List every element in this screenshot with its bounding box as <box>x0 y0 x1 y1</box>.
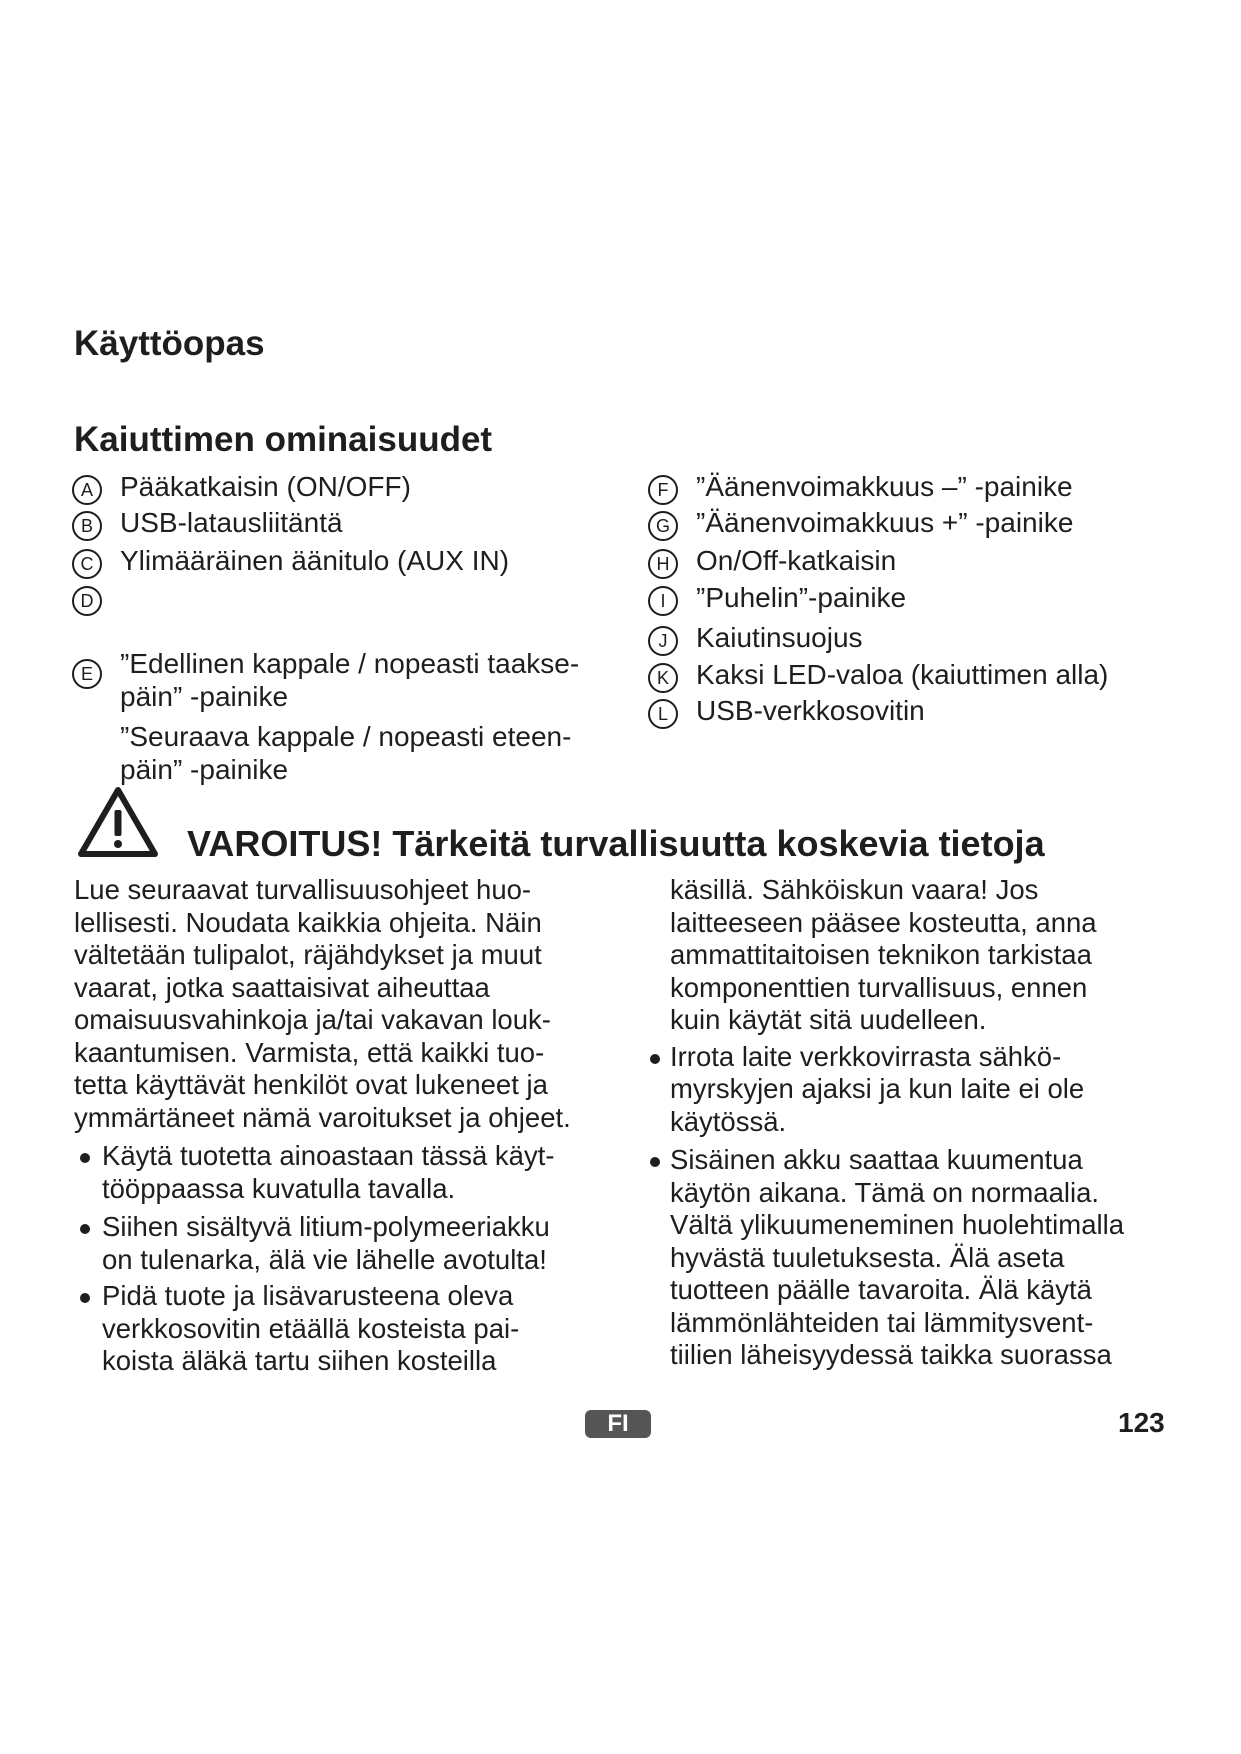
feature-text: USB-verkkosovitin <box>696 695 925 726</box>
feature-item <box>648 658 1208 694</box>
feature-item <box>648 506 1208 544</box>
feature-item <box>72 506 612 544</box>
feature-text: ”Äänenvoimakkuus –” -painike <box>696 471 1073 502</box>
warning-triangle-icon <box>76 784 160 860</box>
feature-text: Ylimääräinen äänitulo (AUX IN) <box>120 545 510 576</box>
features-title: Kaiuttimen ominaisuudet <box>74 420 493 459</box>
language-badge: FI <box>585 1410 651 1438</box>
warning-continuation: käsillä. Sähköiskun vaara! Jos laitteeseen pääsee kosteutta, anna ammattitaitoisen teknikon tarkistaa komponenttien turvallisuus, ennen kuin käytät sitä uudelleen. <box>670 874 1097 1035</box>
letter-marker-icon: C <box>72 549 102 579</box>
warning-bullet: Irrota laite verkkovirrasta sähkö- myrskyjen ajaksi ja kun laite ei ole käytössä. <box>644 1041 1184 1139</box>
letter-marker-icon: B <box>72 511 102 541</box>
feature-text: Pääkatkaisin (ON/OFF) <box>120 471 411 502</box>
page-title: Käyttöopas <box>74 324 265 363</box>
feature-text: On/Off-katkaisin <box>696 545 897 576</box>
feature-item <box>648 544 1208 581</box>
warning-column-left <box>74 874 634 1378</box>
letter-marker-icon: G <box>648 511 678 541</box>
letter-marker-icon: K <box>648 663 678 693</box>
feature-item <box>72 581 612 712</box>
feature-text: ”Puhelin”-painike <box>696 582 907 613</box>
letter-marker-icon: F <box>648 475 678 505</box>
feature-item <box>72 544 612 581</box>
warning-column-right <box>644 874 1184 1372</box>
letter-marker-icon: J <box>648 626 678 656</box>
feature-item <box>648 581 1208 621</box>
warning-bullet: Käytä tuotetta ainoastaan tässä käyt- tööppaassa kuvatulla tavalla. <box>74 1140 634 1205</box>
feature-item <box>72 470 612 506</box>
letter-marker-icon: E <box>72 659 102 689</box>
feature-text: ”Äänenvoimakkuus +” -painike <box>696 507 1074 538</box>
feature-item <box>72 654 612 786</box>
feature-text: ”Edellinen kappale / nopeasti taakse- päin” -painike <box>120 648 580 712</box>
feature-item <box>648 694 1208 727</box>
letter-marker-icon: I <box>648 586 678 616</box>
page-number: 123 <box>1118 1407 1165 1438</box>
features-list-right <box>648 470 1208 727</box>
letter-marker-icon: D <box>72 586 102 616</box>
letter-marker-icon: H <box>648 549 678 579</box>
warning-intro: Lue seuraavat turvallisuusohjeet huo- lellisesti. Noudata kaikkia ohjeita. Näin vältetään tulipalot, räjähdykset ja muut vaarat, jotka saattaisivat aiheuttaa omaisuusvahinkoja ja/tai vakavan louk- kaantumisen. Varmista, että kaikki tuo- tetta käyttävät henkilöt ovat lukeneet ja ymmärtäneet nämä varoitukset ja ohjeet. <box>74 874 571 1133</box>
warning-bullet: Sisäinen akku saattaa kuumentua käytön aikana. Tämä on normaalia. Vältä ylikuumeneminen huolehtimalla hyvästä tuuletuksesta. Älä aseta tuotteen päälle tavaroita. Älä käytä lämmönlähteiden tai lämmitysvent- tiilien läheisyydessä taikka suorassa <box>644 1144 1184 1372</box>
feature-item <box>648 470 1208 506</box>
letter-marker-icon: A <box>72 475 102 505</box>
letter-marker-icon: L <box>648 699 678 729</box>
feature-text: USB-latausliitäntä <box>120 507 343 538</box>
features-list-left <box>72 470 612 786</box>
warning-bullet: Pidä tuote ja lisävarusteena oleva verkkosovitin etäällä kosteista pai- koista äläkä tartu siihen kosteilla <box>74 1280 634 1378</box>
feature-text: Kaksi LED-valoa (kaiuttimen alla) <box>696 659 1109 690</box>
warning-bullet: Siihen sisältyvä litium-polymeeriakku on tulenarka, älä vie lähelle avotulta! <box>74 1211 634 1276</box>
feature-text: Kaiutinsuojus <box>696 622 863 653</box>
warning-title: VAROITUS! Tärkeitä turvallisuutta koskevia tietoja <box>187 823 1045 864</box>
feature-item <box>648 621 1208 658</box>
feature-text: ”Seuraava kappale / nopeasti eteen- päin” -painike <box>120 721 572 785</box>
